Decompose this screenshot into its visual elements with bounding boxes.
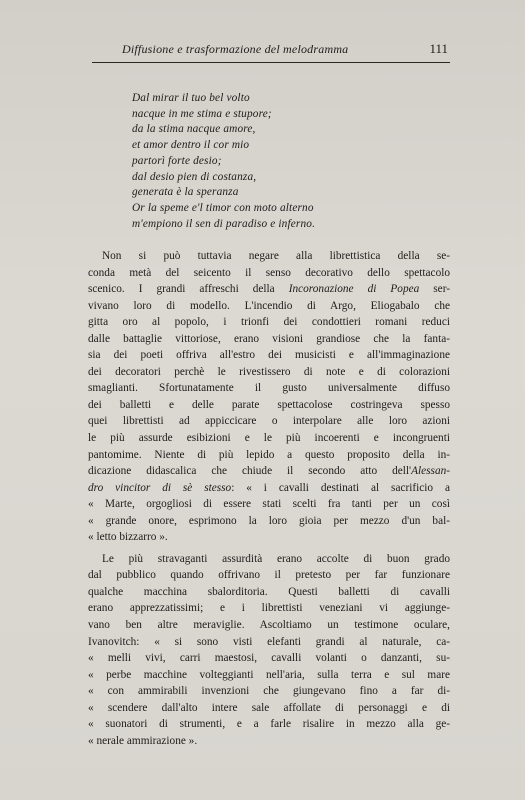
paragraph-1 xyxy=(88,248,450,546)
text-line: gitta oro al popolo, i trionfi dei condottieri romani reduci xyxy=(88,316,450,329)
text-line: Ivanovitch: « si sono visti elefanti grandi al naturale, ca- xyxy=(88,635,450,648)
text-line: « nerale ammirazione ». xyxy=(88,734,198,747)
opera-title: dro vincitor di sè stesso xyxy=(88,481,232,494)
text-run: scenico. I grandi affreschi della xyxy=(88,283,289,296)
verse-line: generata è la speranza xyxy=(132,186,239,199)
text-line: conda metà del seicento il senso decorativo dello spettacolo xyxy=(88,266,450,279)
verse-line: dal desio pien di costanza, xyxy=(132,170,257,183)
text-line xyxy=(88,463,450,480)
text-line: « grande onore, esprimono la loro gioia per mezzo d'un bal- xyxy=(88,514,450,527)
text-line: pantomime. Niente di più lepido a questo proposito della in- xyxy=(88,448,450,461)
opera-title: Alessan- xyxy=(411,465,450,478)
verse-line: m'empiono il sen di paradiso e inferno. xyxy=(132,217,316,230)
body-text xyxy=(88,248,450,749)
running-title: Diffusione e trasformazione del melodramma xyxy=(122,42,349,56)
text-line: « con ammirabili invenzioni che giungevano fino a far di- xyxy=(88,685,450,698)
text-line: erano apprezzatissimi; e i librettisti veneziani vi aggiunge- xyxy=(88,602,450,615)
text-line: dalle battaglie vittoriose, erano visioni grandiose che la fanta- xyxy=(88,332,450,345)
verse-quotation xyxy=(132,91,432,232)
text-line: le più assurde esibizioni e le più incoerenti e incongruenti xyxy=(88,432,450,445)
text-line: dei decoratori perchè le rivestissero di note e di colorazioni xyxy=(88,365,450,378)
text-line: qualche macchina sbalorditoria. Questi balletti di cavalli xyxy=(88,585,450,598)
verse-line: et amor dentro il cor mio xyxy=(132,139,250,152)
text-run: : « i cavalli destinati al sacrificio a xyxy=(231,481,450,494)
text-line: Non si può tuttavia negare alla librettistica della se- xyxy=(102,250,450,262)
text-line: « suonatori di strumenti, e a farle risalire in mezzo alla ge- xyxy=(88,718,450,731)
verse-line: Or la speme e'l timor con moto alterno xyxy=(132,201,314,214)
paragraph-2 xyxy=(88,551,450,750)
opera-title: Incoronazione di Popea xyxy=(288,283,420,296)
text-line: Le più stravaganti assurdità erano accolte di buon grado xyxy=(102,552,450,565)
page-number: 111 xyxy=(429,41,448,56)
verse-line: partorì forte desio; xyxy=(132,154,222,167)
text-line: dal pubblico quando offrivano il pretesto per far funzionare xyxy=(88,569,450,582)
text-line: « letto bizzarro ». xyxy=(88,531,168,544)
text-line: sia dei poeti offriva all'estro dei musicisti e all'immaginazione xyxy=(88,349,450,362)
text-line: « melli vivi, carri maestosi, cavalli volanti o danzanti, su- xyxy=(88,652,450,665)
verse-line: nacque in me stima e stupore; xyxy=(132,107,272,120)
text-line: vivano loro di modello. L'incendio di Argo, Eliogabalo che xyxy=(88,299,450,312)
text-line xyxy=(88,480,450,497)
verse-line: Dal mirar il tuo bel volto xyxy=(132,92,250,104)
text-line: « perbe macchine volteggianti nell'aria, sulla terra e sul mare xyxy=(88,668,450,681)
text-line: « Marte, orgogliosi di essere stati scelti fra tanti per un così xyxy=(88,498,450,511)
page-header xyxy=(92,40,450,63)
text-line: « scendere dall'alto intere sale affollate di personaggi e di xyxy=(88,701,450,714)
text-line: quei librettisti ad appiccicare o interpolare alle loro azioni xyxy=(88,415,450,428)
text-line: dei balletti e delle parate spettacolose costringeva spesso xyxy=(88,398,450,411)
text-line: smaglianti. Sfortunatamente il gusto universalmente diffuso xyxy=(88,382,450,395)
text-line: vano ben altre meraviglie. Ascoltiamo un testimone oculare, xyxy=(88,619,450,632)
verse-line: da la stima nacque amore, xyxy=(132,123,256,136)
text-run: ser- xyxy=(419,283,450,296)
text-run: dicazione didascalica che chiude il secondo atto dell' xyxy=(88,465,412,478)
text-line xyxy=(88,281,450,298)
